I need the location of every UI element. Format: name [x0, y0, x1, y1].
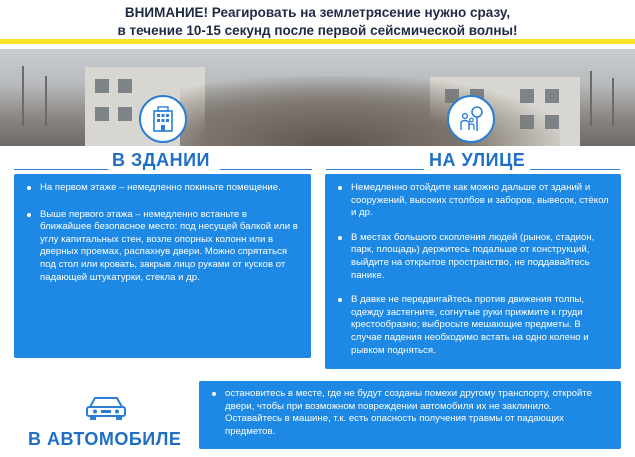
- warning-header: [0, 0, 635, 44]
- divider: [14, 169, 108, 170]
- list-item: Немедленно отойдите как можно дальше от зданий и сооружений, высоких столбов и заборов, вывесок, стёкол и др.: [329, 182, 609, 220]
- divider: [530, 169, 620, 170]
- list-item: В давке не передвигайтесь против движения толпы, одежду застегните, согнутые руки прижмите к груди крестообразно; выбросьте мешающие предметы. В случае падения необходимо встать на одно колено и рывком подняться.: [329, 294, 609, 357]
- building-icon: [139, 95, 187, 143]
- park-people-icon: [447, 95, 495, 143]
- street-title: НА УЛИЦЕ: [429, 150, 526, 170]
- header-line-2: в течение 10-15 секунд после первой сейсмической волны!: [117, 23, 518, 38]
- divider: [220, 169, 312, 170]
- car-card: [199, 381, 621, 449]
- list-item: В местах большого скопления людей (рынок, стадион, парк, площадь) держитесь подальше от конструкций, выйдите на открытое пространство, не поддавайтесь панике.: [329, 232, 609, 282]
- list-item: остановитесь в месте, где не будут созданы помехи другому транспорту, откройте двери, чтобы при возможном повреждении автомобиля их не заклинило. Оставайтесь в машине, т.к. есть опасность получения травмы от падающих предметов.: [203, 388, 609, 438]
- street-card: [325, 174, 621, 369]
- building-title: В ЗДАНИИ: [112, 150, 210, 170]
- car-title: В АВТОМОБИЛЕ: [28, 429, 182, 449]
- header-line-1: ВНИМАНИЕ! Реагировать на землетрясение нужно сразу,: [124, 5, 511, 20]
- divider: [326, 169, 424, 170]
- building-card: [14, 174, 311, 358]
- earthquake-photo: [0, 49, 635, 146]
- car-icon: [84, 393, 128, 421]
- list-item: Выше первого этажа – немедленно встаньте в ближайшее безопасное место: под несущей балкой или в углу капитальных стен, возле опорных колонн или в дверных проемах, распахнув двери. Можно спрятаться под стол или кровать, закрыв лицо руками от кусков от падающей штукатурки, стекла и др.: [18, 209, 301, 285]
- list-item: На первом этаже – немедленно покиньте помещение.: [18, 182, 301, 195]
